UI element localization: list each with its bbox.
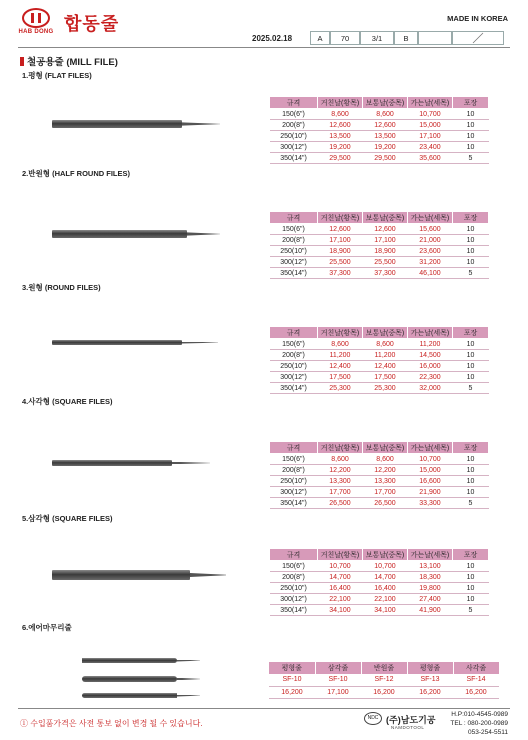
price-cell: 15,000: [408, 120, 453, 131]
slash-icon: [453, 32, 503, 44]
price-cell: 10,700: [408, 109, 453, 120]
column-header: 가는날(세목): [408, 97, 453, 109]
pack-cell: 10: [453, 142, 489, 153]
file-tang: [182, 342, 218, 344]
file-tang: [182, 122, 220, 125]
column-header: 규격: [270, 97, 318, 109]
contact-hp: H.P:010-4545-0989: [451, 711, 508, 718]
price-cell: 22,100: [318, 594, 363, 605]
column-header: 포장: [453, 549, 489, 561]
table-row: [270, 153, 489, 164]
table-row: [270, 454, 489, 465]
size-cell: 350(14"): [270, 498, 318, 509]
price-cell: 25,300: [363, 383, 408, 394]
pack-cell: 10: [453, 339, 489, 350]
price-cell: 11,200: [408, 339, 453, 350]
category-label: 6.에어마무리줄: [22, 623, 72, 632]
pack-cell: 10: [453, 120, 489, 131]
table-row: [270, 465, 489, 476]
price-table: [269, 96, 489, 164]
price-cell: 8,600: [363, 454, 408, 465]
price-cell: 16,600: [408, 476, 453, 487]
company-logo: [18, 8, 54, 36]
brand-title: 합동줄: [64, 14, 120, 34]
price-cell: 16,400: [318, 583, 363, 594]
header-divider: [18, 47, 510, 48]
air-file-type: 사각줄: [453, 662, 499, 674]
price-cell: 37,300: [318, 268, 363, 279]
column-header: 포장: [453, 97, 489, 109]
contact-tel2: 053-254-5511: [468, 729, 508, 736]
logo-text: HAB DONG: [18, 29, 54, 35]
size-cell: 150(6"): [270, 454, 318, 465]
price-cell: 12,200: [318, 465, 363, 476]
price-cell: 35,600: [408, 153, 453, 164]
price-cell: 41,900: [408, 605, 453, 616]
size-cell: 300(12"): [270, 372, 318, 383]
price-cell: 10,700: [318, 561, 363, 572]
price-cell: 8,600: [318, 454, 363, 465]
pack-cell: 10: [453, 583, 489, 594]
price-cell: 12,600: [318, 120, 363, 131]
price-cell: 17,100: [408, 131, 453, 142]
size-cell: 150(6"): [270, 224, 318, 235]
price-cell: 14,500: [408, 350, 453, 361]
pack-cell: 10: [453, 350, 489, 361]
size-cell: 200(8"): [270, 350, 318, 361]
table-header-row: [270, 97, 489, 109]
size-cell: 150(6"): [270, 561, 318, 572]
price-cell: 16,000: [408, 361, 453, 372]
air-file-illustration-2: [82, 676, 200, 682]
price-cell: 12,400: [318, 361, 363, 372]
air-file-type: 평형줄: [407, 662, 453, 674]
air-file-code: SF-10: [315, 674, 361, 686]
price-cell: 17,500: [363, 372, 408, 383]
column-header: 규격: [270, 212, 318, 224]
company-name: (주)남도기공: [386, 715, 436, 725]
air-file-price: 16,200: [269, 686, 315, 698]
size-cell: 200(8"): [270, 235, 318, 246]
price-cell: 17,700: [318, 487, 363, 498]
air-file-price: 16,200: [407, 686, 453, 698]
contact-tel: TEL : 080-200-0989: [450, 720, 508, 727]
section-title-text: 철공용줄 (MILL FILE): [27, 57, 118, 68]
table-row: [270, 131, 489, 142]
section-title: [20, 54, 118, 68]
size-cell: 150(6"): [270, 339, 318, 350]
air-file-code-row: [269, 674, 499, 686]
table-row: [270, 350, 489, 361]
table-header-row: [270, 327, 489, 339]
price-cell: 33,300: [408, 498, 453, 509]
pack-cell: 10: [453, 361, 489, 372]
air-file-illustration-3: [82, 693, 200, 698]
table-row: [270, 572, 489, 583]
size-cell: 300(12"): [270, 142, 318, 153]
company-name-en: NAMDOTOOL: [391, 725, 425, 730]
price-cell: 13,500: [318, 131, 363, 142]
category-label: 2.반원형 (HALF ROUND FILES): [22, 169, 130, 178]
column-header: 보통날(중목): [363, 549, 408, 561]
pack-cell: 10: [453, 131, 489, 142]
price-cell: 17,700: [363, 487, 408, 498]
pack-cell: 10: [453, 572, 489, 583]
price-cell: 8,600: [363, 109, 408, 120]
column-header: 포장: [453, 327, 489, 339]
table-row: [270, 594, 489, 605]
file-illustration: [52, 120, 220, 128]
category-label: 1.평형 (FLAT FILES): [22, 71, 92, 80]
column-header: 거친날(황목): [318, 327, 363, 339]
price-cell: 21,000: [408, 235, 453, 246]
table-row: [270, 372, 489, 383]
column-header: 보통날(중목): [363, 442, 408, 454]
table-row: [270, 605, 489, 616]
size-cell: 250(10"): [270, 131, 318, 142]
air-file-illustration-1: [82, 658, 200, 663]
price-cell: 18,900: [318, 246, 363, 257]
table-row: [270, 268, 489, 279]
file-body: [52, 570, 190, 580]
price-cell: 21,900: [408, 487, 453, 498]
size-cell: 200(8"): [270, 465, 318, 476]
price-cell: 12,600: [363, 224, 408, 235]
price-table: [269, 326, 489, 394]
pack-cell: 10: [453, 487, 489, 498]
price-cell: 22,100: [363, 594, 408, 605]
table-row: [270, 487, 489, 498]
pack-cell: 10: [453, 594, 489, 605]
made-in-label: MADE IN KOREA: [447, 14, 508, 23]
section-marker-icon: [20, 57, 24, 66]
column-header: 가는날(세목): [408, 327, 453, 339]
pack-cell: 10: [453, 235, 489, 246]
air-file-price: 16,200: [361, 686, 407, 698]
company-mark-icon: NDC: [364, 712, 382, 725]
footer-divider: [18, 708, 510, 709]
column-header: 보통날(중목): [363, 327, 408, 339]
price-cell: 31,200: [408, 257, 453, 268]
table-header-row: [270, 442, 489, 454]
table-row: [270, 142, 489, 153]
price-cell: 23,400: [408, 142, 453, 153]
size-cell: 300(12"): [270, 257, 318, 268]
table-row: [270, 583, 489, 594]
pack-cell: 10: [453, 476, 489, 487]
price-cell: 15,600: [408, 224, 453, 235]
price-cell: 8,600: [318, 109, 363, 120]
table-row: [270, 224, 489, 235]
price-cell: 13,100: [408, 561, 453, 572]
pack-cell: 5: [453, 605, 489, 616]
column-header: 보통날(중목): [363, 212, 408, 224]
pack-cell: 10: [453, 109, 489, 120]
price-cell: 12,600: [363, 120, 408, 131]
size-cell: 200(8"): [270, 572, 318, 583]
file-body: [52, 460, 172, 466]
column-header: 가는날(세목): [408, 212, 453, 224]
column-header: 가는날(세목): [408, 442, 453, 454]
pack-cell: 10: [453, 372, 489, 383]
price-cell: 19,200: [363, 142, 408, 153]
size-cell: 350(14"): [270, 268, 318, 279]
document-info-row: [252, 31, 504, 45]
pack-cell: 10: [453, 246, 489, 257]
price-cell: 34,100: [363, 605, 408, 616]
table-row: [270, 339, 489, 350]
air-file-code: SF-12: [361, 674, 407, 686]
price-cell: 14,700: [318, 572, 363, 583]
price-cell: 29,500: [318, 153, 363, 164]
air-file-code: SF-10: [269, 674, 315, 686]
pack-cell: 5: [453, 268, 489, 279]
logo-mark-icon: [22, 8, 50, 28]
category-label: 4.사각형 (SQUARE FILES): [22, 397, 113, 406]
air-file-code: SF-14: [453, 674, 499, 686]
price-cell: 37,300: [363, 268, 408, 279]
price-cell: 34,100: [318, 605, 363, 616]
size-cell: 250(10"): [270, 583, 318, 594]
price-cell: 25,300: [318, 383, 363, 394]
price-cell: 12,400: [363, 361, 408, 372]
price-cell: 26,500: [363, 498, 408, 509]
column-header: 포장: [453, 212, 489, 224]
slash-box: [452, 31, 504, 45]
air-file-type: 삼각줄: [315, 662, 361, 674]
pack-cell: 10: [453, 465, 489, 476]
pack-cell: 10: [453, 454, 489, 465]
air-file-type: 반원줄: [361, 662, 407, 674]
blank-box: [418, 31, 452, 45]
file-tang: [187, 232, 220, 235]
contact-info: [450, 710, 508, 737]
column-header: 거친날(황목): [318, 212, 363, 224]
price-cell: 11,200: [318, 350, 363, 361]
price-cell: 27,400: [408, 594, 453, 605]
price-cell: 8,600: [318, 339, 363, 350]
table-row: [270, 361, 489, 372]
category-label: 3.원형 (ROUND FILES): [22, 283, 101, 292]
size-cell: 250(10"): [270, 361, 318, 372]
table-row: [270, 257, 489, 268]
table-row: [270, 561, 489, 572]
column-header: 규격: [270, 327, 318, 339]
price-cell: 12,600: [318, 224, 363, 235]
table-row: [270, 383, 489, 394]
column-header: 거친날(황목): [318, 442, 363, 454]
size-cell: 150(6"): [270, 109, 318, 120]
air-file-price-row: [269, 686, 499, 698]
price-cell: 25,500: [363, 257, 408, 268]
document-date: 2025.02.18: [252, 33, 293, 43]
column-header: 규격: [270, 549, 318, 561]
price-cell: 12,200: [363, 465, 408, 476]
file-tang: [172, 462, 210, 464]
air-file-price: 17,100: [315, 686, 361, 698]
price-cell: 14,700: [363, 572, 408, 583]
price-cell: 19,800: [408, 583, 453, 594]
price-notice: ① 수입품가격은 사전 통보 없이 변경 될 수 있습니다.: [20, 719, 203, 728]
file-body: [52, 230, 187, 238]
price-cell: 17,500: [318, 372, 363, 383]
code-a: A: [310, 31, 330, 45]
price-cell: 17,100: [318, 235, 363, 246]
pack-cell: 5: [453, 383, 489, 394]
price-cell: 29,500: [363, 153, 408, 164]
column-header: 보통날(중목): [363, 97, 408, 109]
price-table: [269, 548, 489, 616]
file-illustration: [52, 230, 220, 238]
pack-cell: 5: [453, 498, 489, 509]
table-row: [270, 109, 489, 120]
price-cell: 15,000: [408, 465, 453, 476]
price-cell: 23,600: [408, 246, 453, 257]
size-cell: 300(12"): [270, 594, 318, 605]
price-cell: 11,200: [363, 350, 408, 361]
price-cell: 8,600: [363, 339, 408, 350]
price-cell: 10,700: [408, 454, 453, 465]
file-illustration: [52, 460, 210, 466]
page-indicator: 3/1: [360, 31, 394, 45]
air-file-code: SF-13: [407, 674, 453, 686]
price-cell: 10,700: [363, 561, 408, 572]
pack-cell: 5: [453, 153, 489, 164]
pack-cell: 10: [453, 257, 489, 268]
file-body: [52, 340, 182, 345]
price-cell: 17,100: [363, 235, 408, 246]
price-cell: 13,300: [318, 476, 363, 487]
code-b: B: [394, 31, 418, 45]
category-label: 5.삼각형 (SQUARE FILES): [22, 514, 113, 523]
table-row: [270, 235, 489, 246]
price-cell: 19,200: [318, 142, 363, 153]
price-cell: 18,900: [363, 246, 408, 257]
size-cell: 300(12"): [270, 487, 318, 498]
column-header: 규격: [270, 442, 318, 454]
code-number: 70: [330, 31, 360, 45]
price-cell: 26,500: [318, 498, 363, 509]
price-cell: 18,300: [408, 572, 453, 583]
size-cell: 250(10"): [270, 246, 318, 257]
air-file-price: 16,200: [453, 686, 499, 698]
column-header: 가는날(세목): [408, 549, 453, 561]
table-row: [270, 120, 489, 131]
size-cell: 250(10"): [270, 476, 318, 487]
price-cell: 46,100: [408, 268, 453, 279]
table-header-row: [270, 549, 489, 561]
pack-cell: 10: [453, 561, 489, 572]
file-illustration: [52, 340, 218, 345]
column-header: 거친날(황목): [318, 97, 363, 109]
price-cell: 13,300: [363, 476, 408, 487]
table-row: [270, 498, 489, 509]
size-cell: 350(14"): [270, 153, 318, 164]
size-cell: 200(8"): [270, 120, 318, 131]
column-header: 포장: [453, 442, 489, 454]
air-file-header-row: [269, 662, 499, 674]
file-tang: [190, 573, 226, 577]
file-illustration: [52, 570, 226, 580]
pack-cell: 10: [453, 224, 489, 235]
size-cell: 350(14"): [270, 605, 318, 616]
air-file-type: 평형줄: [269, 662, 315, 674]
price-table: [269, 441, 489, 509]
column-header: 거친날(황목): [318, 549, 363, 561]
size-cell: 350(14"): [270, 383, 318, 394]
table-row: [270, 246, 489, 257]
table-row: [270, 476, 489, 487]
table-header-row: [270, 212, 489, 224]
price-cell: 22,300: [408, 372, 453, 383]
price-cell: 16,400: [363, 583, 408, 594]
price-table: [269, 211, 489, 279]
air-file-price-table: [269, 662, 500, 699]
price-cell: 13,500: [363, 131, 408, 142]
price-cell: 32,000: [408, 383, 453, 394]
file-body: [52, 120, 182, 128]
price-cell: 25,500: [318, 257, 363, 268]
